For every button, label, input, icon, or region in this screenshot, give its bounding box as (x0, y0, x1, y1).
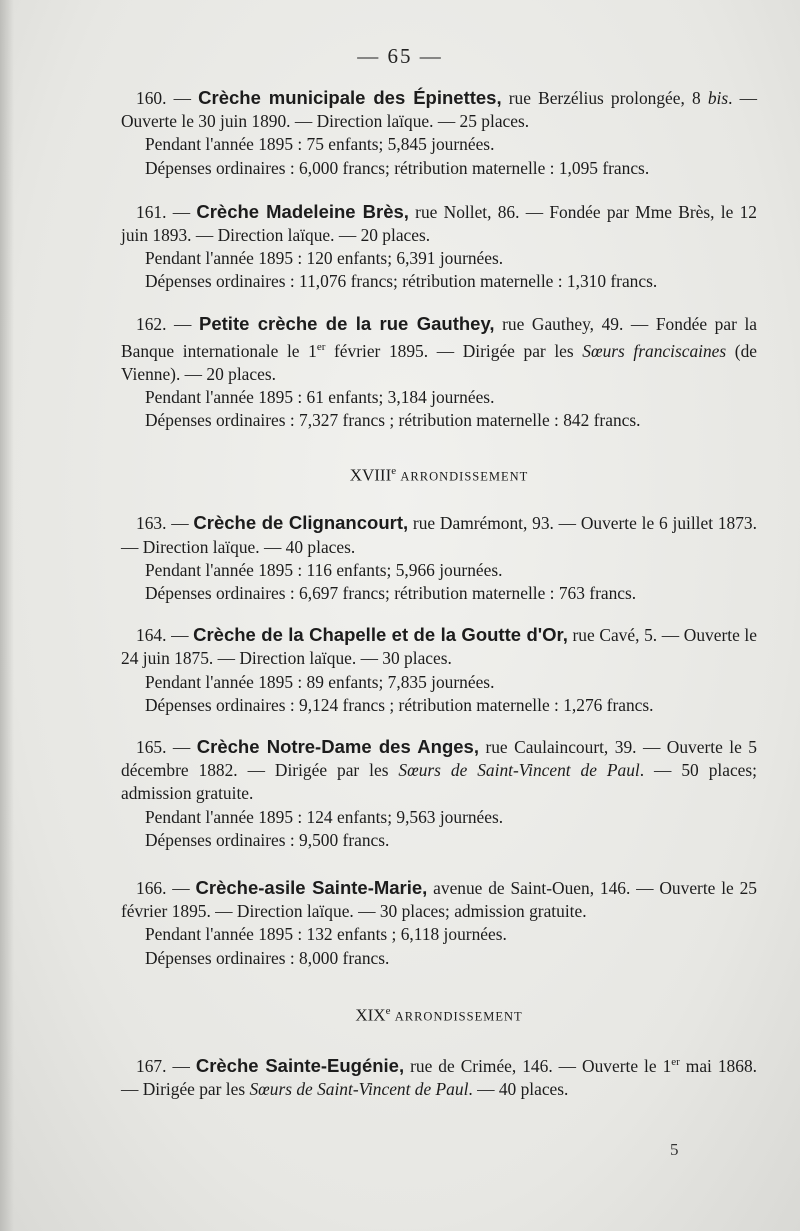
section-label: ARRONDISSEMENT (394, 1009, 523, 1024)
entry-167 (121, 1051, 757, 1101)
entry-161 (121, 200, 757, 294)
entry-stats: Pendant l'année 1895 : 124 enfants; 9,563 journées. (145, 806, 504, 827)
entry-text (121, 876, 757, 923)
entry-160 (121, 86, 757, 180)
entry-number: 161. (136, 201, 167, 222)
entry-text (121, 86, 757, 133)
entry-details: avenue de Saint-Ouen, 146. — Ouverte le 25 février 1895. — Direction laïque. — 30 places; admission gratuite. (121, 877, 757, 922)
entry-italic: Sœurs de Saint-Vincent de Paul (249, 1078, 469, 1099)
entry-stats: Pendant l'année 1895 : 132 enfants ; 6,118 journées. (145, 924, 507, 945)
entry-expenses: Dépenses ordinaires : 6,000 francs; rétribution maternelle : 1,095 francs. (145, 157, 650, 178)
entry-163 (121, 511, 757, 605)
entry-stats: Pendant l'année 1895 : 120 enfants; 6,391 journées. (145, 248, 504, 269)
entry-title: Crèche Notre-Dame des Anges, (196, 735, 479, 757)
entry-title: Crèche municipale des Épinettes, (198, 87, 502, 108)
entry-text (121, 623, 757, 670)
ordinal-superscript: er (671, 1055, 680, 1068)
entry-title: Petite crèche de la rue Gauthey, (199, 312, 495, 334)
entry-number: 162. (136, 313, 167, 334)
entry-text (121, 511, 757, 558)
entry-title: Crèche de la Chapelle et de la Goutte d'Or, (193, 624, 568, 646)
entry-stats: Pendant l'année 1895 : 116 enfants; 5,966 journées. (145, 559, 503, 580)
dash: — (171, 625, 189, 646)
dash: — (173, 88, 191, 108)
entry-address: rue Caulaincourt, 39. — Ouverte le 5 décembre 1882. — Dirigée par les (121, 736, 757, 781)
entry-164 (121, 623, 757, 717)
entry-details: rue Nollet, 86. — Fondée par Mme Brès, le 12 juin 1893. — Direction laïque. — 20 places. (121, 201, 757, 246)
entry-stats: Pendant l'année 1895 : 61 enfants; 3,184 journées. (145, 387, 495, 408)
entry-number: 165. (136, 736, 167, 757)
entry-number: 166. (136, 877, 167, 898)
entry-expenses: Dépenses ordinaires : 9,124 francs ; rétribution maternelle : 1,276 francs. (145, 694, 654, 715)
section-roman: XIX (355, 1005, 386, 1025)
dash: — (172, 877, 190, 898)
entry-title: Crèche-asile Sainte-Marie, (195, 876, 428, 898)
entry-details: mai 1868. — Dirigée par les (121, 1055, 757, 1099)
entry-address: rue Berzélius prolongée, 8 (501, 88, 708, 108)
entry-title: Crèche Sainte-Eugénie, (195, 1054, 405, 1076)
dash: — (172, 201, 191, 222)
entry-title: Crèche de Clignancourt, (193, 512, 409, 534)
entry-text (121, 200, 757, 247)
entry-expenses: Dépenses ordinaires : 6,697 francs; rétribution maternelle : 763 francs. (145, 582, 637, 603)
entry-details: . — 50 places; admission gratuite. (121, 760, 757, 804)
entry-number: 167. (136, 1055, 167, 1076)
signature-mark: 5 (670, 1140, 679, 1159)
entry-text (121, 1051, 757, 1101)
entry-number: 163. (136, 513, 167, 534)
entry-162 (121, 312, 757, 433)
entry-details: rue Cavé, 5. — Ouverte le 24 juin 1875. — Direction laïque. — 30 places. (121, 625, 757, 669)
entry-details: . — Ouverte le 30 juin 1890. — Direction laïque. — 25 places. (121, 88, 757, 132)
section-heading-xviii (121, 460, 757, 489)
section-roman: XVIII (349, 466, 392, 486)
entry-166 (121, 876, 757, 970)
entry-stats: Pendant l'année 1895 : 75 enfants; 5,845 journées. (145, 134, 495, 155)
entry-165 (121, 735, 757, 852)
entry-address: rue de Crimée, 146. — Ouverte le 1 (404, 1055, 672, 1076)
ordinal-superscript: er (316, 340, 326, 353)
entry-text (121, 735, 757, 806)
dash: — (172, 1055, 190, 1076)
dash: — (171, 513, 189, 534)
entry-expenses: Dépenses ordinaires : 7,327 francs ; rétribution maternelle : 842 francs. (145, 410, 641, 431)
entry-expenses: Dépenses ordinaires : 11,076 francs; rétribution maternelle : 1,310 francs. (145, 271, 658, 292)
entry-details-end: . — 40 places. (468, 1078, 569, 1099)
entry-details: rue Damrémont, 93. — Ouverte le 6 juillet 1873. — Direction laïque. — 40 places. (121, 513, 757, 557)
entry-number: 164. (136, 625, 167, 646)
dash: — (172, 736, 191, 757)
entry-stats: Pendant l'année 1895 : 89 enfants; 7,835 journées. (145, 671, 495, 692)
page-number: — 65 — (357, 44, 443, 68)
entry-italic: Sœurs franciscaines (582, 340, 727, 361)
entry-italic: Sœurs de Saint-Vincent de Paul (398, 760, 640, 781)
dash: — (174, 313, 192, 334)
section-label: ARRONDISSEMENT (400, 470, 529, 485)
section-superscript: e (385, 1004, 391, 1017)
entry-number: 160. (136, 88, 167, 108)
entry-title: Crèche Madeleine Brès, (196, 200, 409, 222)
entry-details-end: (de Vienne). — 20 places. (121, 340, 757, 384)
entry-details: février 1895. — Dirigée par les (325, 340, 583, 361)
entry-italic: bis (707, 88, 729, 108)
page-body (121, 86, 757, 1115)
entry-expenses: Dépenses ordinaires : 8,000 francs. (145, 947, 390, 968)
entry-address: rue Gauthey, 49. — Fondée par la Banque internationale le 1 (121, 313, 757, 361)
page-edge-shadow (0, 0, 14, 1231)
section-heading-xix (121, 1000, 757, 1029)
entry-text (121, 312, 757, 386)
entry-expenses: Dépenses ordinaires : 9,500 francs. (145, 829, 390, 850)
section-superscript: e (391, 465, 397, 478)
